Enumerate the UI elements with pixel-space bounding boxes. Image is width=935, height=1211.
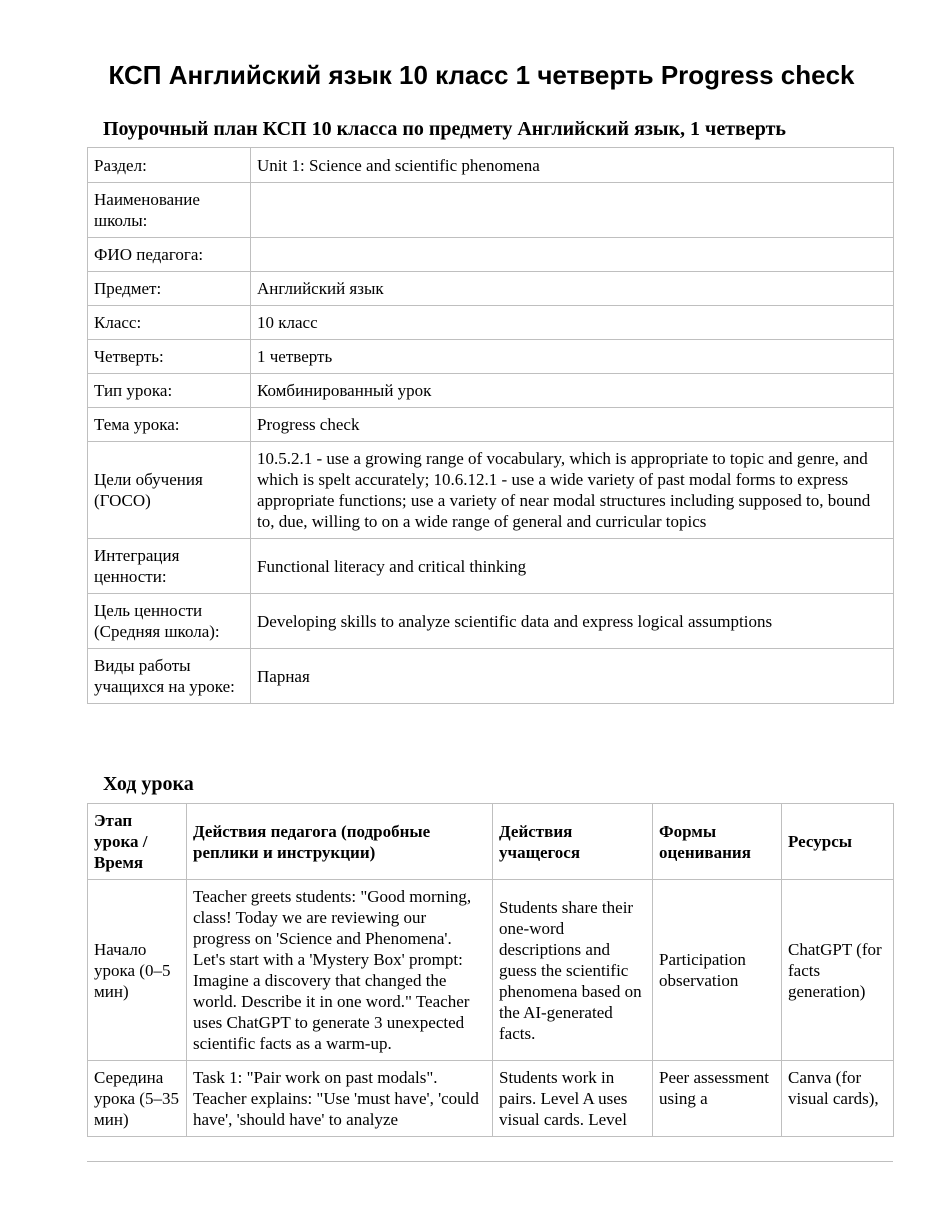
info-value: Developing skills to analyze scientific data and express logical assumptions <box>251 594 894 649</box>
column-header-teacher-actions: Действия педагога (подробные реплики и инструкции) <box>187 804 493 880</box>
info-value: 1 четверть <box>251 340 894 374</box>
lesson-course-heading: Ход урока <box>103 773 194 795</box>
info-row-lesson-type <box>88 374 894 408</box>
info-value: 10 класс <box>251 306 894 340</box>
info-label: Наименование школы: <box>88 183 251 238</box>
info-row-grade <box>88 306 894 340</box>
info-label: Цели обучения (ГОСО) <box>88 442 251 539</box>
lesson-row-middle <box>88 1061 894 1137</box>
info-value: Progress check <box>251 408 894 442</box>
document-title: КСП Английский язык 10 класс 1 четверть Progress check <box>108 60 855 90</box>
info-row-quarter <box>88 340 894 374</box>
info-label: Предмет: <box>88 272 251 306</box>
info-row-learning-objectives <box>88 442 894 539</box>
info-value: Парная <box>251 649 894 704</box>
info-row-work-types <box>88 649 894 704</box>
column-header-stage: Этап урока / Время <box>88 804 187 880</box>
page-bottom-cover <box>0 1162 935 1210</box>
info-value <box>251 238 894 272</box>
info-label: Виды работы учащихся на уроке: <box>88 649 251 704</box>
info-value: Unit 1: Science and scientific phenomena <box>251 148 894 183</box>
info-row-subject <box>88 272 894 306</box>
lesson-header-row <box>88 804 894 880</box>
teacher-actions-cell: Teacher greets students: "Good morning, class! Today we are reviewing our progress on 'Science and Phenomena'. Let's start with a 'Mystery Box' prompt: Imagine a discovery that changed the world. Describe it in one word." Teacher uses ChatGPT to generate 3 unexpected scientific facts as a warm-up. <box>187 880 493 1061</box>
teacher-actions-cell: Task 1: "Pair work on past modals". Teacher explains: "Use 'must have', 'could have', 'should have' to analyze <box>187 1061 493 1137</box>
info-label: ФИО педагога: <box>88 238 251 272</box>
info-value: Functional literacy and critical thinking <box>251 539 894 594</box>
info-label: Интеграция ценности: <box>88 539 251 594</box>
student-actions-cell: Students work in pairs. Level A uses visual cards. Level <box>493 1061 653 1137</box>
info-label: Раздел: <box>88 148 251 183</box>
info-value: Английский язык <box>251 272 894 306</box>
info-row-school <box>88 183 894 238</box>
info-row-value-goal <box>88 594 894 649</box>
info-label: Цель ценности (Средняя школа): <box>88 594 251 649</box>
info-label: Четверть: <box>88 340 251 374</box>
column-header-assessment: Формы оценивания <box>653 804 782 880</box>
stage-cell: Середина урока (5–35 мин) <box>88 1061 187 1137</box>
assessment-cell: Participation observation <box>653 880 782 1061</box>
lesson-plan-heading: Поурочный план КСП 10 класса по предмету Английский язык, 1 четверть <box>103 118 786 140</box>
info-row-value-integration <box>88 539 894 594</box>
resources-cell: ChatGPT (for facts generation) <box>782 880 894 1061</box>
assessment-cell: Peer assessment using a <box>653 1061 782 1137</box>
info-row-section <box>88 148 894 183</box>
info-value: 10.5.2.1 - use a growing range of vocabulary, which is appropriate to topic and genre, and which is spelt accurately; 10.6.12.1 - use a wide variety of past modal forms to express appropriate functions; use a variety of near modal structures including supposed to, bound to, due, willing to on a wide range of general and curricular topics <box>251 442 894 539</box>
info-value: Комбинированный урок <box>251 374 894 408</box>
resources-cell: Canva (for visual cards), <box>782 1061 894 1137</box>
lesson-row-start <box>88 880 894 1061</box>
lesson-flow-table <box>87 803 894 1137</box>
info-label: Тема урока: <box>88 408 251 442</box>
column-header-resources: Ресурсы <box>782 804 894 880</box>
column-header-student-actions: Действия учащегося <box>493 804 653 880</box>
lesson-info-table <box>87 147 894 704</box>
info-label: Тип урока: <box>88 374 251 408</box>
info-row-lesson-topic <box>88 408 894 442</box>
info-value <box>251 183 894 238</box>
info-row-teacher <box>88 238 894 272</box>
student-actions-cell: Students share their one-word descriptions and guess the scientific phenomena based on the AI-generated facts. <box>493 880 653 1061</box>
info-label: Класс: <box>88 306 251 340</box>
stage-cell: Начало урока (0–5 мин) <box>88 880 187 1061</box>
